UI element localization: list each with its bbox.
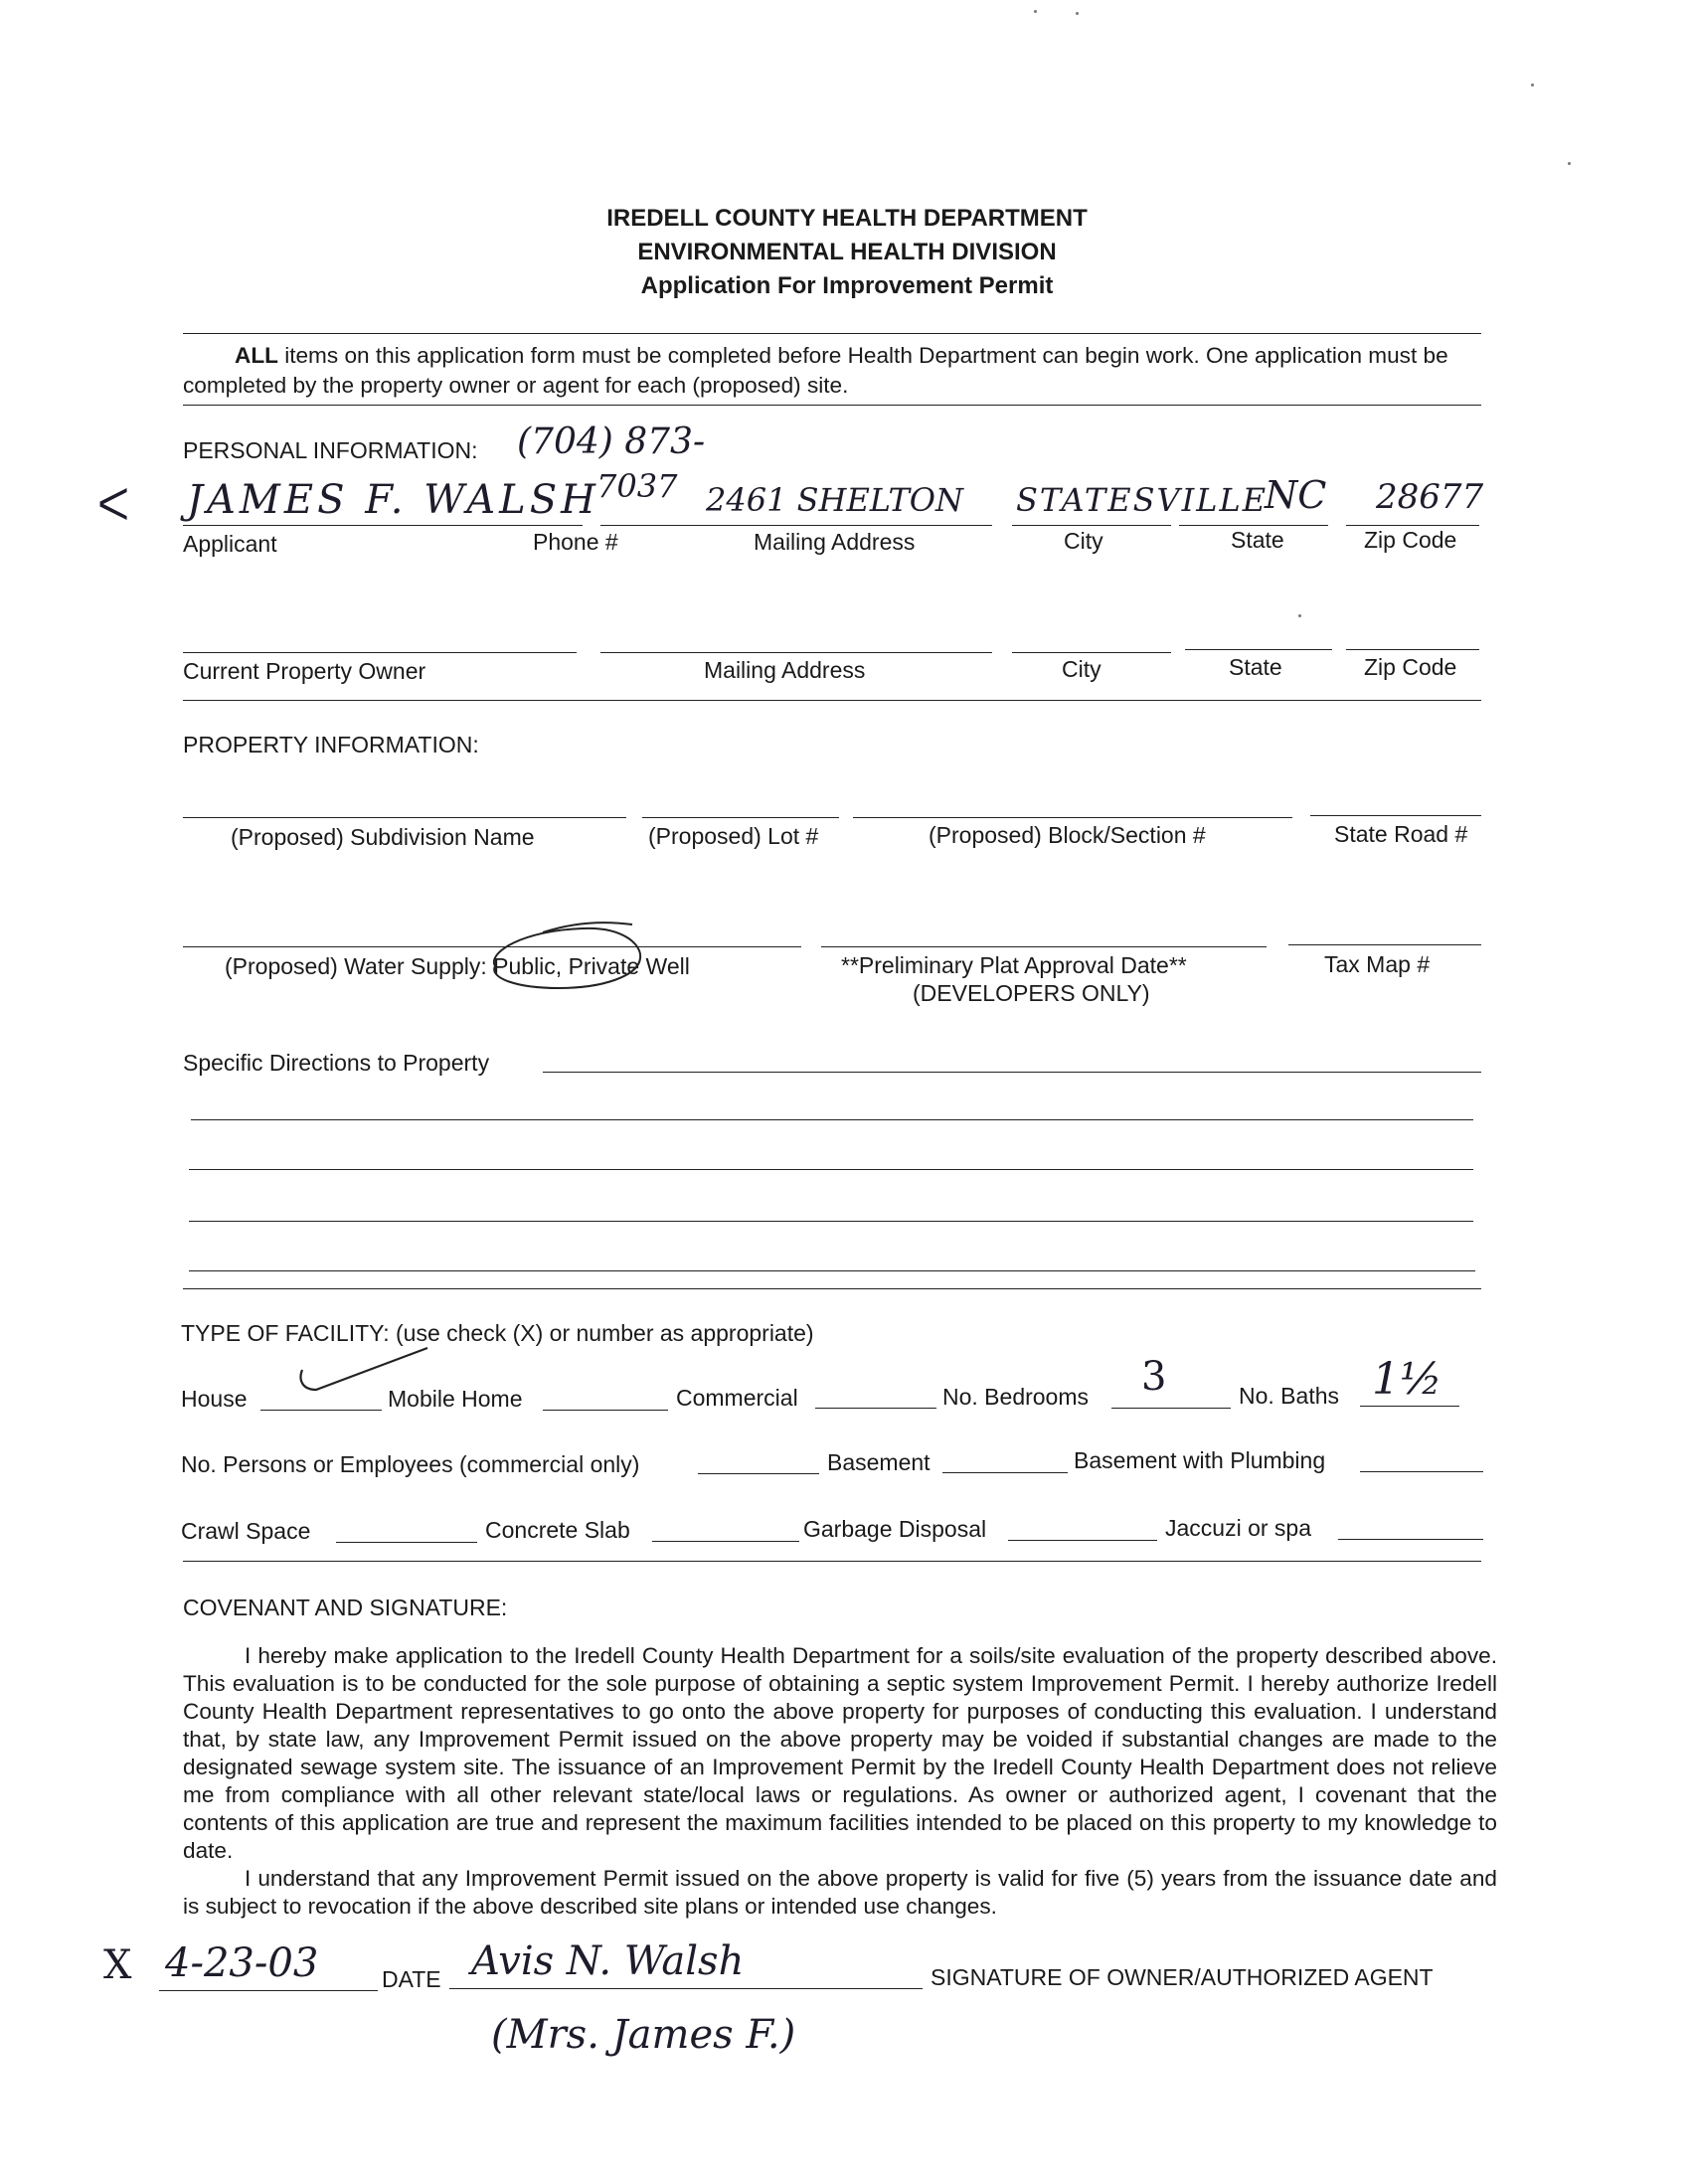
date-label: DATE — [382, 1966, 441, 1992]
basement-label: Basement — [827, 1449, 931, 1475]
signature-value: Avis N. Walsh — [471, 1938, 745, 1984]
owner-label: Current Property Owner — [183, 658, 426, 684]
plat-line — [821, 946, 1267, 947]
rule-facility — [183, 1561, 1481, 1562]
road-label: State Road # — [1334, 821, 1468, 847]
signature-label: SIGNATURE OF OWNER/AUTHORIZED AGENT — [931, 1964, 1434, 1990]
owner-mailing-line — [600, 652, 992, 653]
mobile-line — [543, 1410, 668, 1411]
basement-plumbing-label: Basement with Plumbing — [1074, 1447, 1326, 1473]
directions-line-2 — [191, 1119, 1473, 1120]
date-line — [159, 1990, 378, 1991]
slab-label: Concrete Slab — [485, 1517, 630, 1543]
owner-zip-label: Zip Code — [1364, 654, 1457, 680]
rule-instructions — [183, 405, 1481, 406]
rule-directions — [183, 1288, 1481, 1289]
owner-zip-line — [1346, 649, 1479, 650]
signature-note: (Mrs. James F.) — [491, 2012, 796, 2058]
directions-label: Specific Directions to Property — [183, 1050, 490, 1076]
mailing-line — [600, 525, 992, 526]
basement-plumbing-line — [1360, 1471, 1483, 1472]
jacuzzi-line — [1338, 1539, 1483, 1540]
bedrooms-value: 3 — [1141, 1354, 1167, 1400]
personal-heading: PERSONAL INFORMATION: — [183, 437, 478, 463]
bedrooms-line — [1111, 1408, 1231, 1409]
phone-label: Phone # — [533, 529, 618, 555]
jacuzzi-label: Jaccuzi or spa — [1165, 1515, 1312, 1541]
city-value: STATESVILLE — [1016, 481, 1269, 519]
directions-line-1 — [543, 1072, 1481, 1073]
mailing-value: 2461 SHELTON — [706, 481, 964, 519]
header-title-3: Application For Improvement Permit — [640, 272, 1054, 299]
subdivision-label: (Proposed) Subdivision Name — [231, 824, 535, 850]
directions-line-3 — [189, 1169, 1473, 1170]
facility-heading: TYPE OF FACILITY: (use check (X) or number as appropriate) — [181, 1320, 814, 1346]
margin-mark: ᐸ — [97, 480, 130, 531]
x-mark: X — [103, 1942, 132, 1988]
lot-label: (Proposed) Lot # — [648, 823, 819, 849]
house-label: House — [181, 1386, 248, 1412]
mailing-label: Mailing Address — [754, 529, 916, 555]
signature-line — [449, 1988, 923, 1989]
state-line — [1179, 525, 1328, 526]
city-line — [1012, 525, 1171, 526]
applicant-value: JAMES F. WALSH — [187, 477, 600, 523]
instructions — [183, 341, 1497, 401]
scan-speck — [1568, 162, 1571, 165]
scan-speck — [1531, 84, 1534, 86]
zip-value: 28677 — [1376, 477, 1484, 517]
commercial-line — [815, 1408, 936, 1409]
date-value: 4-23-03 — [165, 1940, 319, 1986]
covenant-paragraph-1: I hereby make application to the Iredell County Health Department for a soils/site evaluation of the property described above. This evaluation is to be conducted for the sole purpose of obtaining a septic system Improvement Permit. I hereby authorize Iredell County Health Department representatives to go onto the above property for purposes of conducting this evaluation. I understand that, by state law, any Improvement Permit issued on the above property may be voided if substantial changes are made to the designated sewage system site. The issuance of an Improvement Permit by the Iredell County Health Department does not relieve me from compliance with all other relevant state/local laws or regulations. As owner or authorized agent, I covenant that the contents of this application are true and represent the maximum facilities intended to be placed on this property to my knowledge to date. — [183, 1643, 1497, 1863]
scan-speck — [1034, 10, 1037, 13]
block-label: (Proposed) Block/Section # — [929, 822, 1206, 848]
water-label: (Proposed) Water Supply: Public, Private Well — [225, 953, 690, 979]
basement-line — [942, 1472, 1068, 1473]
commercial-label: Commercial — [676, 1385, 798, 1411]
city-label: City — [1064, 528, 1103, 554]
owner-city-line — [1012, 652, 1171, 653]
zip-label: Zip Code — [1364, 527, 1457, 553]
phone-prefix-handwritten: (704) 873- — [517, 421, 706, 462]
taxmap-label: Tax Map # — [1324, 951, 1431, 977]
bedrooms-label: No. Bedrooms — [942, 1384, 1090, 1410]
owner-mailing-label: Mailing Address — [704, 657, 866, 683]
baths-value: 1½ — [1372, 1354, 1442, 1405]
covenant-heading: COVENANT AND SIGNATURE: — [183, 1595, 508, 1620]
property-heading: PROPERTY INFORMATION: — [183, 732, 479, 757]
persons-line — [698, 1473, 819, 1474]
road-line — [1310, 815, 1481, 816]
rule-owner — [183, 700, 1481, 701]
header-title-2: ENVIRONMENTAL HEALTH DIVISION — [637, 239, 1057, 265]
plat-label-1: **Preliminary Plat Approval Date** — [841, 952, 1187, 978]
mobile-label: Mobile Home — [388, 1386, 523, 1412]
scan-speck — [1076, 12, 1079, 15]
phone-value: 7037 — [596, 467, 678, 505]
state-label: State — [1231, 527, 1284, 553]
garbage-label: Garbage Disposal — [803, 1516, 987, 1542]
covenant-paragraph-2: I understand that any Improvement Permit issued on the above property is valid for five (5) years from the issuance date and is subject to revocation if the above described site plans or intended use changes. — [183, 1866, 1497, 1919]
owner-line — [183, 652, 577, 653]
owner-state-label: State — [1229, 654, 1282, 680]
crawl-label: Crawl Space — [181, 1518, 311, 1544]
baths-label: No. Baths — [1239, 1383, 1339, 1409]
owner-state-line — [1185, 649, 1332, 650]
public-circle-mark — [483, 915, 652, 994]
subdivision-line — [183, 817, 626, 818]
block-line — [853, 817, 1292, 818]
lot-line — [642, 817, 839, 818]
directions-line-4 — [189, 1221, 1473, 1222]
covenant-text — [183, 1642, 1497, 1921]
slab-line — [652, 1541, 799, 1542]
crawl-line — [336, 1542, 477, 1543]
state-value: NC — [1265, 473, 1327, 517]
plat-label-2: (DEVELOPERS ONLY) — [913, 980, 1150, 1006]
owner-city-label: City — [1062, 656, 1101, 682]
applicant-label: Applicant — [183, 531, 277, 557]
taxmap-line — [1288, 944, 1481, 945]
rule-top — [183, 333, 1481, 334]
garbage-line — [1008, 1540, 1157, 1541]
zip-line — [1346, 525, 1479, 526]
instructions-lead: ALL — [235, 343, 278, 368]
persons-label: No. Persons or Employees (commercial only) — [181, 1451, 640, 1477]
house-line — [260, 1410, 382, 1411]
applicant-line — [183, 525, 583, 526]
directions-line-5 — [189, 1270, 1475, 1271]
instructions-text: items on this application form must be completed before Health Department can begin work. One application must be completed by the property owner or agent for each (proposed) site. — [183, 343, 1448, 398]
scan-speck — [1298, 614, 1301, 617]
baths-line — [1360, 1406, 1459, 1407]
header-title-1: IREDELL COUNTY HEALTH DEPARTMENT — [606, 205, 1088, 232]
